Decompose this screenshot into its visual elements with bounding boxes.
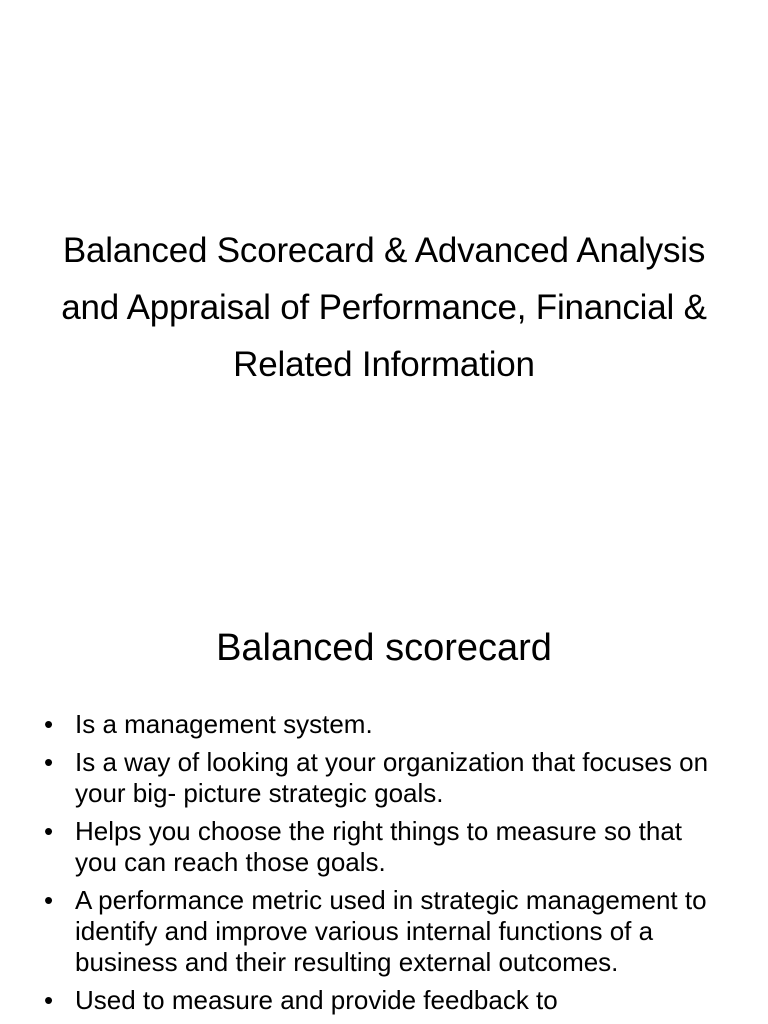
bullet-text: Is a management system. [75, 709, 373, 739]
content-slide [0, 576, 768, 1024]
bullet-icon: • [44, 709, 54, 739]
bullet-item [44, 985, 728, 1016]
bullet-text: Used to measure and provide feedback to [75, 985, 558, 1015]
bullet-list [44, 709, 728, 1023]
bullet-icon: • [44, 985, 54, 1015]
bullet-text: Is a way of looking at your organization that focuses on your big- picture strategic goals. [75, 747, 709, 808]
presentation-title: Balanced Scorecard & Advanced Analysis and Appraisal of Performance, Financial & Related Information [61, 231, 707, 384]
bullet-icon: • [44, 885, 54, 915]
bullet-item [44, 816, 728, 878]
slide-heading: Balanced scorecard [216, 627, 552, 669]
bullet-icon: • [44, 816, 54, 846]
bullet-item [44, 747, 728, 809]
bullet-text: Helps you choose the right things to measure so that you can reach those goals. [75, 816, 683, 877]
bullet-text: A performance metric used in strategic management to identify and improve various internal functions of a business and their resulting external outcomes. [75, 885, 707, 977]
bullet-item [44, 885, 728, 978]
bullet-icon: • [44, 747, 54, 777]
bullet-item [44, 709, 728, 740]
